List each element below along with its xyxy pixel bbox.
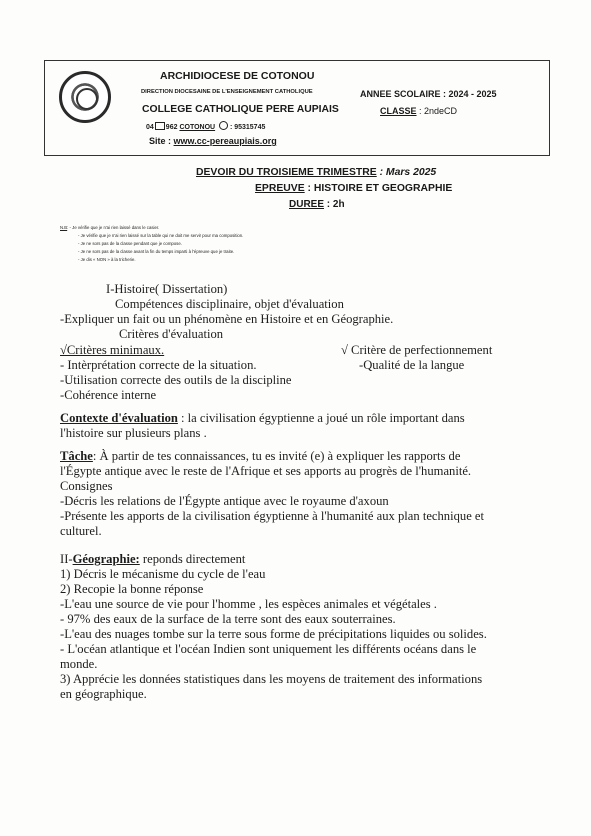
- min-criterion-2: -Utilisation correcte des outils de la discipline: [60, 373, 292, 387]
- contexte-line-2: l'histoire sur plusieurs plans .: [60, 426, 207, 440]
- perf-criterion-1: -Qualité de la langue: [359, 358, 465, 372]
- nb-line-2: - Je vérifie que je n'ai rien laissé sur la table qui ne doit me servir pour ma composition.: [78, 233, 244, 238]
- expliquer-line: -Expliquer un fait ou un phénomène en Histoire et en Géographie.: [60, 312, 394, 326]
- classe-line: [380, 106, 457, 116]
- site-link[interactable]: www.cc-pereaupiais.org: [173, 136, 277, 146]
- contexte-text-1: : la civilisation égyptienne a joué un rôle important dans: [177, 411, 465, 425]
- tache-line-1: [60, 449, 460, 464]
- duree-label: DUREE: [289, 199, 325, 210]
- criteres-perf-text: √ Critère de perfectionnement: [341, 343, 493, 357]
- competences-line: Compétences disciplinaire, objet d'évaluation: [115, 297, 344, 311]
- geo-q3a: 3) Apprécie les données statistiques dans les moyens de traitement des informations: [60, 672, 483, 686]
- epreuve-label: EPREUVE: [255, 183, 305, 194]
- geographie-title: [60, 552, 245, 567]
- contexte-label: Contexte d'évaluation: [60, 411, 178, 425]
- phone-icon: [219, 121, 228, 130]
- tache-text-1: : À partir de tes connaissances, tu es invité (e) à expliquer les rapports de: [92, 449, 461, 463]
- consigne-1: -Décris les relations de l'Égypte antique avec le royaume d'axoun: [60, 494, 389, 508]
- geo-q1: 1) Décris le mécanisme du cycle de l'eau: [60, 567, 266, 581]
- devoir-label: DEVOIR DU TROISIEME TRIMESTRE: [196, 167, 377, 178]
- contact-prefix: 04: [146, 124, 154, 131]
- geo-option-3: -L'eau des nuages tombe sur la terre sous forme de précipitations liquides ou solides.: [60, 627, 487, 641]
- duree-value: : 2h: [324, 199, 345, 210]
- consigne-2a: -Présente les apports de la civilisation égyptienne à l'humanité aux plan technique et: [60, 509, 485, 523]
- nb-line-4: - Je ne sors pas de la classe avant la fin du temps imparti à l'épreuve que je traite.: [78, 249, 235, 254]
- duree-line: [289, 199, 345, 210]
- site-line: [149, 136, 277, 146]
- contact-line: [146, 121, 265, 131]
- nb-line-3: - Je ne sors pas de la classe pendant que je compose.: [78, 241, 182, 246]
- classe-label: CLASSE: [380, 106, 417, 116]
- epreuve-value: : HISTOIRE ET GEOGRAPHIE: [304, 183, 453, 194]
- geo-option-2: - 97% des eaux de la surface de la terre sont des eaux souterraines.: [60, 612, 396, 626]
- consigne-2b: culturel.: [60, 524, 102, 538]
- geo-option-4a: - L'océan atlantique et l'océan Indien sont uniquement les différents océans dans le: [60, 642, 477, 656]
- direction-line: DIRECTION DIOCESAINE DE L'ENSEIGNEMENT CATHOLIQUE: [141, 89, 313, 95]
- site-label: Site :: [149, 136, 172, 146]
- nb-label: N.B: [60, 225, 68, 230]
- contact-city: COTONOU: [179, 124, 216, 131]
- geo-q3b: en géographique.: [60, 687, 147, 701]
- college-logo: [59, 71, 111, 123]
- criteres-min-label: √Critères minimaux.: [60, 343, 165, 357]
- criteres-perf-label: [341, 343, 492, 358]
- classe-value: : 2ndeCD: [416, 106, 458, 116]
- contact-phone: : 95315745: [229, 124, 266, 131]
- contact-box: 962: [165, 124, 178, 131]
- epreuve-line: [255, 183, 452, 194]
- tache-line-2: l'Égypte antique avec le reste de l'Afrique et ses apports au progrès de l'humanité.: [60, 464, 472, 478]
- college-name: COLLEGE CATHOLIQUE PERE AUPIAIS: [142, 104, 339, 115]
- consignes-title: Consignes: [60, 479, 113, 493]
- geo-option-1: -L'eau une source de vie pour l'homme , les espèces animales et végétales .: [60, 597, 437, 611]
- geo-suffix: reponds directement: [139, 552, 246, 566]
- min-criterion-3: -Cohérence interne: [60, 388, 157, 402]
- archdiocese-title: ARCHIDIOCESE DE COTONOU: [160, 70, 315, 82]
- criteres-title: Critères d'évaluation: [119, 327, 224, 341]
- contexte-line-1: [60, 411, 465, 426]
- nb-text-1: : - Je vérifie que je n'ai rien laissé dans le casier.: [67, 225, 160, 230]
- devoir-date: : Mars 2025: [376, 167, 437, 178]
- geo-q2: 2) Recopie la bonne réponse: [60, 582, 204, 596]
- tache-label: Tâche: [60, 449, 93, 463]
- geo-label: Géographie:: [72, 552, 140, 566]
- annee-scolaire: ANNEE SCOLAIRE : 2024 - 2025: [360, 89, 497, 99]
- devoir-line: [196, 167, 436, 178]
- mail-icon: [155, 122, 165, 130]
- min-criterion-1: - Intèrprétation correcte de la situation.: [60, 358, 257, 372]
- histoire-title: I-Histoire( Dissertation): [106, 282, 228, 296]
- geo-prefix: II-: [60, 552, 73, 566]
- nb-line-5: - Je dis « NON » à la tricherie.: [78, 257, 136, 262]
- nb-line-1: [60, 225, 159, 230]
- geo-option-4b: monde.: [60, 657, 98, 671]
